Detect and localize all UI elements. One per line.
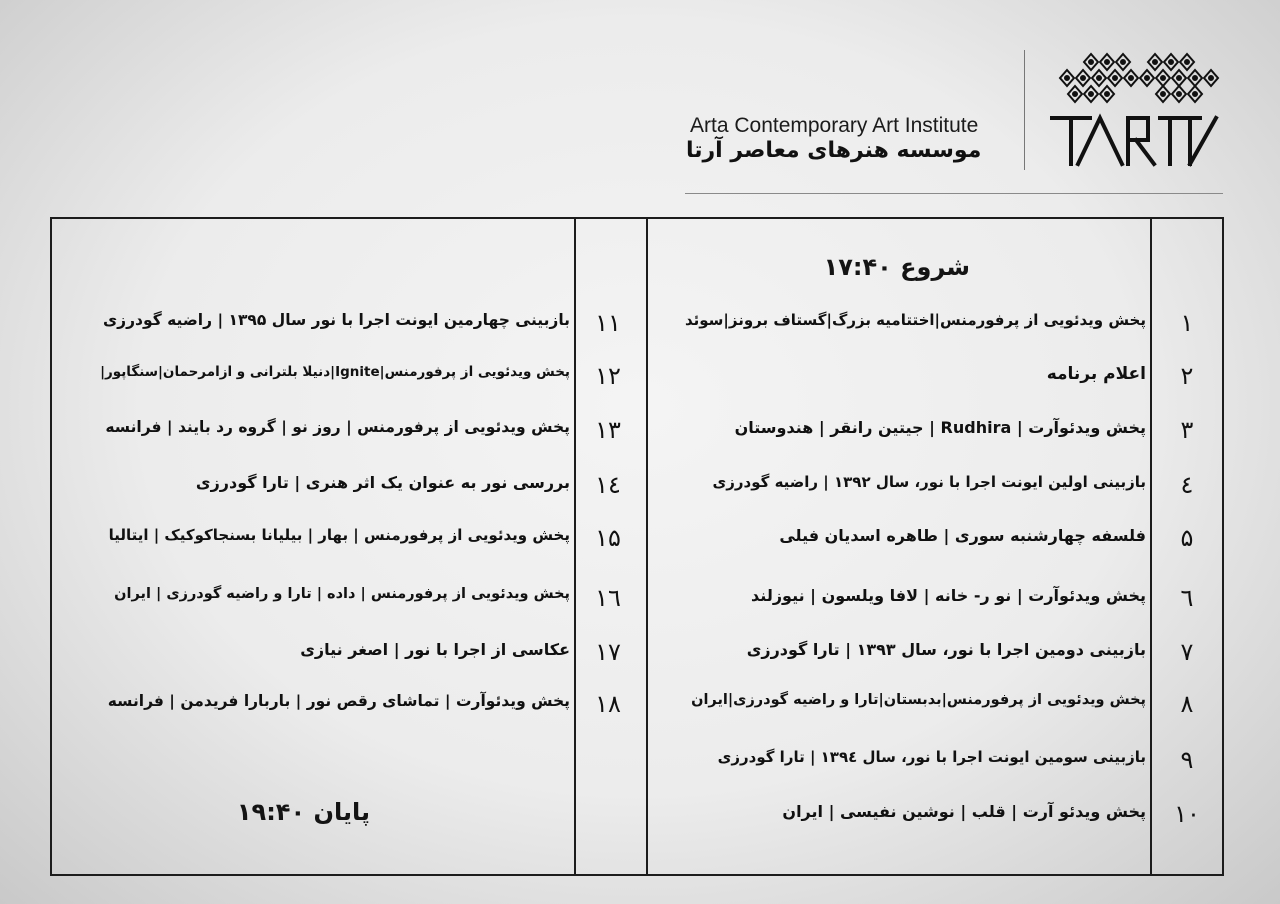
item-text: پخش ویدئویی از پرفورمنس | بهار | بیلیانا بسنجاکوکیک | ایتالیا (108, 526, 570, 544)
item-number: ۱۱ (595, 309, 621, 337)
end-time: پایان ۱۹:۴۰ (236, 798, 370, 826)
column-divider (646, 217, 648, 876)
institute-name-english: Arta Contemporary Art Institute (690, 114, 979, 137)
item-text: پخش ویدئویی از پرفورمنس|اختتامیه بزرگ|گستاف برونز|سوئد (684, 311, 1146, 329)
item-text: اعلام برنامه (1046, 364, 1146, 384)
item-text: فلسفه چهارشنبه سوری | طاهره اسدیان فیلی (779, 526, 1146, 545)
item-text: پخش ویدئویی از پرفورمنس | روز نو | گروه رد بایند | فرانسه (105, 418, 570, 436)
item-number: ۱٤ (595, 471, 621, 499)
item-text: بازبینی اولین ایونت اجرا با نور، سال ۱۳۹۲ | راضیه گودرزی (712, 473, 1146, 491)
item-text: بازبینی سومین ایونت اجرا با نور، سال ۱۳۹٤ | تارا گودرزی (717, 748, 1146, 766)
header-underline (685, 193, 1223, 194)
item-number: ۵ (1180, 524, 1194, 552)
item-text: بازبینی دومین اجرا با نور، سال ۱۳۹۳ | تارا گودرزی (746, 640, 1146, 659)
item-number: ۱۵ (595, 524, 621, 552)
column-divider (1150, 217, 1152, 876)
start-time: شروع ۱۷:۴۰ (823, 253, 970, 281)
item-text: بازبینی چهارمین ایونت اجرا با نور سال ۱۳۹۵ | راضیه گودرزی (102, 311, 570, 329)
item-number: ۱۲ (595, 362, 621, 390)
item-number: ٤ (1180, 471, 1194, 499)
header-divider (1024, 50, 1025, 170)
item-number: ۱۰ (1174, 800, 1200, 828)
item-number: ۹ (1180, 746, 1194, 774)
institute-name-persian: موسسه هنرهای معاصر آرتا (686, 138, 982, 163)
item-number: ۱۸ (595, 690, 621, 718)
item-number: ۳ (1180, 416, 1194, 444)
item-number: ۷ (1180, 638, 1194, 666)
item-text: پخش ویدئوآرت | نو ر- خانه | لافا ویلسون | نیوزلند (751, 586, 1146, 605)
item-number: ۸ (1180, 690, 1194, 718)
item-number: ۱ (1180, 309, 1194, 337)
arta-logo (1050, 48, 1220, 172)
item-text: پخش ویدئویی از پرفورمنس|بدبستان|تارا و راضیه گودرزی|ایران (691, 692, 1146, 708)
header (0, 0, 1280, 200)
column-divider (574, 217, 576, 876)
arta-logo-icon (1050, 48, 1220, 168)
item-number: ۱٦ (595, 584, 621, 612)
item-number: ۱۳ (595, 416, 621, 444)
item-text: پخش ویدئویی از پرفورمنس | داده | تارا و راضیه گودرزی | ایران (114, 586, 570, 602)
item-number: ۱۷ (595, 638, 621, 666)
item-text: پخش ویدئوآرت | تماشای رقص نور | باربارا فریدمن | فرانسه (107, 692, 570, 710)
item-text: پخش ویدئو آرت | قلب | نوشین نفیسی | ایران (782, 802, 1146, 821)
item-text: بررسی نور به عنوان یک اثر هنری | تارا گودرزی (195, 473, 570, 492)
item-text: پخش ویدئویی از پرفورمنس|Ignite|دنیلا بلترانی و ازامرحمان|سنگاپور| (100, 364, 570, 380)
item-text: پخش ویدئوآرت | Rudhira | جیتین رانقر | هندوستان (734, 418, 1146, 437)
item-number: ٦ (1180, 584, 1194, 612)
item-text: عکاسی از اجرا با نور | اصغر نیازی (300, 640, 570, 659)
item-number: ۲ (1180, 362, 1194, 390)
